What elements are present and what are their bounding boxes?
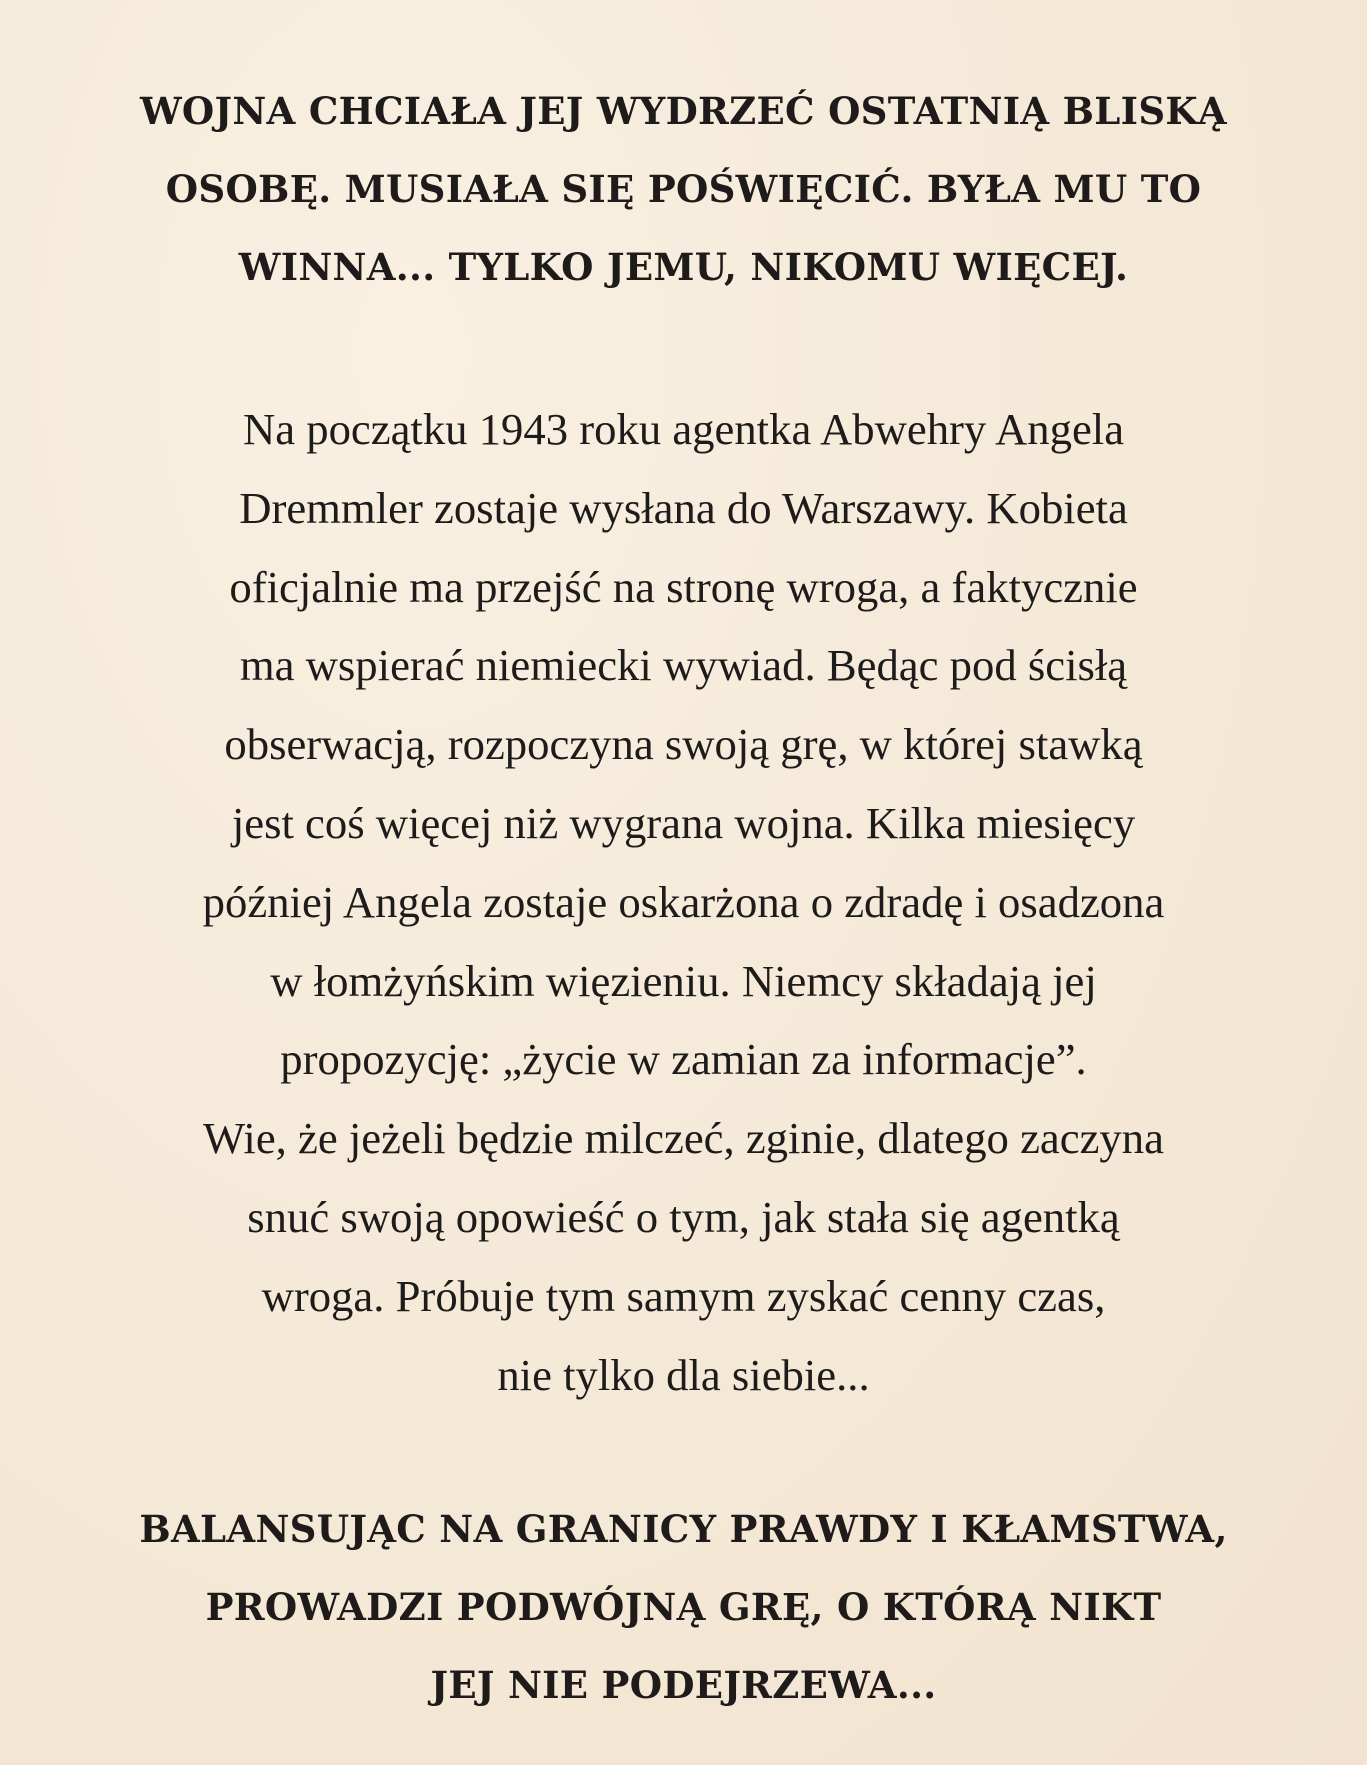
intro-line: OSOBĘ. MUSIAŁA SIĘ POŚWIĘCIĆ. BYŁA MU TO — [165, 167, 1202, 211]
outro-line: JEJ NIE PODEJRZEWA... — [430, 1663, 937, 1707]
intro-tagline — [0, 72, 1367, 306]
blurb-line: wroga. Próbuje tym samym zyskać cenny czas, — [261, 1270, 1106, 1321]
blurb-line: Dremmler zostaje wysłana do Warszawy. Kobieta — [239, 482, 1128, 533]
blurb-line: propozycję: „życie w zamian za informacje”. — [280, 1034, 1087, 1085]
outro-line: BALANSUJĄC NA GRANICY PRAWDY I KŁAMSTWA, — [139, 1507, 1228, 1551]
blurb-line: nie tylko dla siebie... — [497, 1349, 870, 1400]
blurb-line: jest coś więcej niż wygrana wojna. Kilka miesięcy — [231, 797, 1136, 848]
blurb-line: snuć swoją opowieść o tym, jak stała się agentką — [247, 1191, 1120, 1242]
blurb-paragraph — [0, 390, 1367, 1414]
blurb-line: w łomżyńskim więzieniu. Niemcy składają jej — [270, 955, 1097, 1006]
outro-line: PROWADZI PODWÓJNĄ GRĘ, O KTÓRĄ NIKT — [205, 1585, 1162, 1629]
blurb-line: obserwacją, rozpoczyna swoją grę, w której stawką — [224, 719, 1143, 770]
blurb-line: później Angela zostaje oskarżona o zdradę i osadzona — [202, 876, 1165, 927]
blurb-line: ma wspierać niemiecki wywiad. Będąc pod ścisłą — [239, 640, 1128, 691]
blurb-line: Na początku 1943 roku agentka Abwehry Angela — [242, 404, 1125, 454]
outro-tagline — [0, 1490, 1367, 1724]
intro-line: WOJNA CHCIAŁA JEJ WYDRZEĆ OSTATNIĄ BLISKĄ — [139, 89, 1227, 133]
intro-line: WINNA... TYLKO JEMU, NIKOMU WIĘCEJ. — [238, 245, 1129, 289]
blurb-line: Wie, że jeżeli będzie milczeć, zginie, dlatego zaczyna — [203, 1113, 1164, 1164]
blurb-line: oficjalnie ma przejść na stronę wroga, a faktycznie — [229, 561, 1138, 612]
